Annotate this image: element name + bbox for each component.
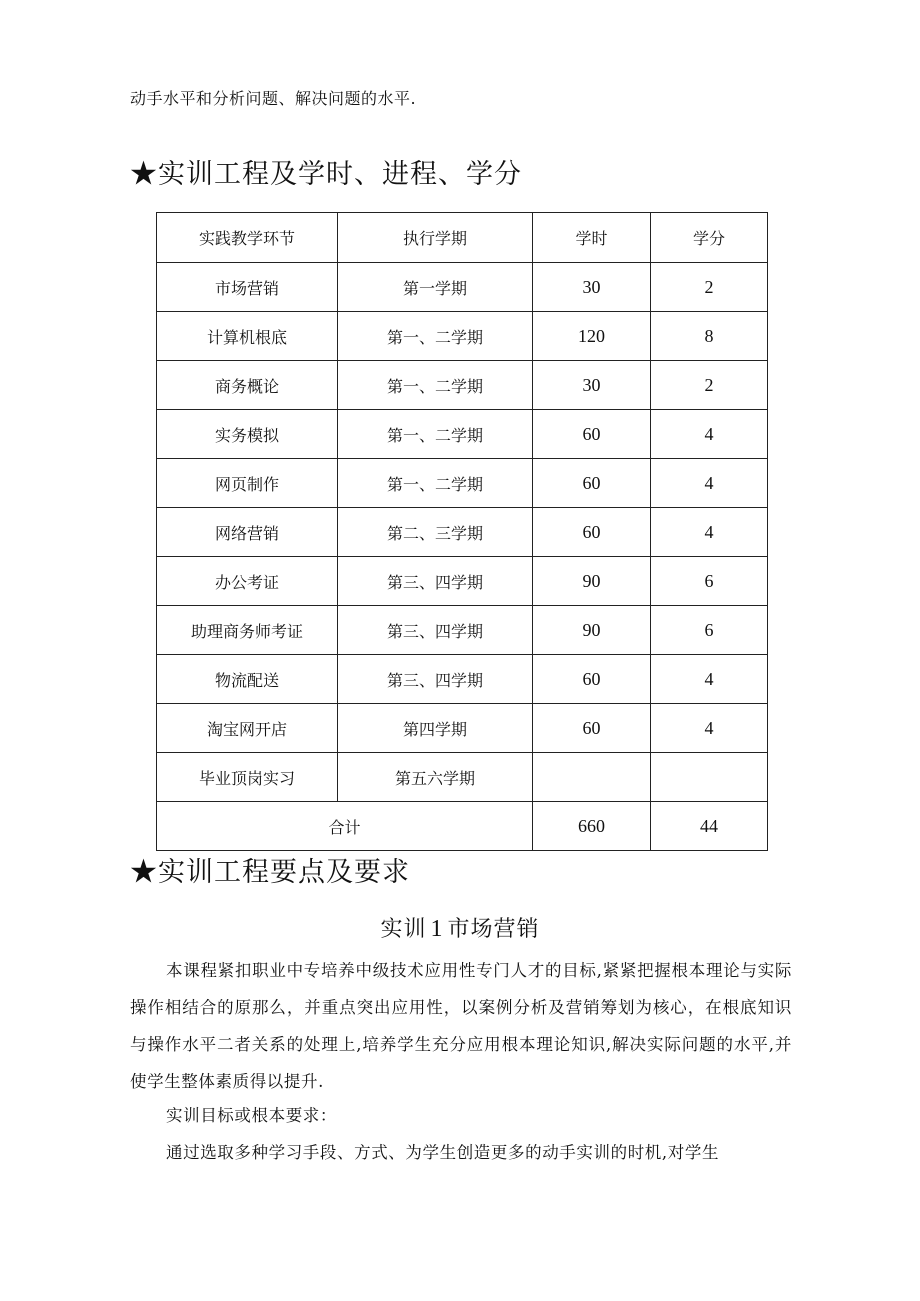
- cell-semester: 第三、四学期: [338, 557, 533, 606]
- cell-hours: 30: [533, 361, 651, 410]
- cell-hours: 60: [533, 410, 651, 459]
- cell-semester: 第二、三学期: [338, 508, 533, 557]
- cell-practice: 市场营销: [157, 263, 338, 312]
- total-credits: 44: [651, 802, 768, 851]
- table-row: [157, 459, 768, 508]
- training-method-paragraph: 通过选取多种学习手段、方式、为学生创造更多的动手实训的时机,对学生: [166, 1143, 720, 1162]
- cell-hours: 30: [533, 263, 651, 312]
- cell-semester: 第一、二学期: [338, 459, 533, 508]
- training-goals-label: 实训目标或根本要求：: [166, 1106, 337, 1125]
- cell-semester: 第五六学期: [338, 753, 533, 802]
- cell-semester: 第一学期: [338, 263, 533, 312]
- cell-semester: 第四学期: [338, 704, 533, 753]
- cell-hours: [533, 753, 651, 802]
- cell-hours: 60: [533, 655, 651, 704]
- cell-credits: 4: [651, 508, 768, 557]
- cell-credits: 8: [651, 312, 768, 361]
- cell-hours: 60: [533, 459, 651, 508]
- cell-practice: 商务概论: [157, 361, 338, 410]
- cell-credits: 2: [651, 361, 768, 410]
- cell-practice: 助理商务师考证: [157, 606, 338, 655]
- cell-credits: 4: [651, 410, 768, 459]
- cell-semester: 第三、四学期: [338, 606, 533, 655]
- cell-credits: 2: [651, 263, 768, 312]
- table-row: [157, 753, 768, 802]
- table-header-row: [157, 213, 768, 263]
- cell-hours: 60: [533, 508, 651, 557]
- table-row: [157, 410, 768, 459]
- subsection-title: [0, 912, 920, 943]
- cell-credits: 6: [651, 557, 768, 606]
- header-cell-hours: 学时: [533, 213, 651, 263]
- cell-credits: 4: [651, 655, 768, 704]
- cell-credits: 4: [651, 459, 768, 508]
- training-schedule-table: [156, 212, 768, 851]
- cell-credits: 4: [651, 704, 768, 753]
- cell-hours: 90: [533, 606, 651, 655]
- cell-practice: 实务模拟: [157, 410, 338, 459]
- cell-hours: 120: [533, 312, 651, 361]
- table-row: [157, 557, 768, 606]
- cell-hours: 90: [533, 557, 651, 606]
- cell-semester: 第一、二学期: [338, 410, 533, 459]
- cell-practice: 毕业顶岗实习: [157, 753, 338, 802]
- section-heading-schedule: ★实训工程及学时、进程、学分: [130, 159, 522, 190]
- subsection-title-number: 1: [430, 916, 444, 942]
- intro-line: 动手水平和分析问题、解决问题的水平.: [130, 89, 417, 108]
- cell-credits: 6: [651, 606, 768, 655]
- total-hours: 660: [533, 802, 651, 851]
- cell-practice: 网络营销: [157, 508, 338, 557]
- cell-practice: 物流配送: [157, 655, 338, 704]
- course-description-paragraph: 本课程紧扣职业中专培养中级技术应用性专门人才的目标,紧紧把握根本理论与实际操作相结合的原那么，并重点突出应用性，以案例分析及营销筹划为核心，在根底知识与操作水平二者关系的处理上,培养学生充分应用根本理论知识,解决实际问题的水平,并使学生整体素质得以提升.: [130, 961, 792, 1091]
- table-row: [157, 361, 768, 410]
- section-heading-requirements: ★实训工程要点及要求: [130, 857, 410, 888]
- cell-hours: 60: [533, 704, 651, 753]
- cell-semester: 第一、二学期: [338, 361, 533, 410]
- header-cell-credits: 学分: [651, 213, 768, 263]
- table-row: [157, 312, 768, 361]
- table-row: [157, 655, 768, 704]
- cell-semester: 第一、二学期: [338, 312, 533, 361]
- header-cell-semester: 执行学期: [338, 213, 533, 263]
- cell-semester: 第三、四学期: [338, 655, 533, 704]
- total-label: 合计: [157, 802, 533, 851]
- cell-practice: 淘宝网开店: [157, 704, 338, 753]
- cell-credits: [651, 753, 768, 802]
- cell-practice: 网页制作: [157, 459, 338, 508]
- subsection-title-prefix: 实训: [380, 917, 427, 942]
- cell-practice: 计算机根底: [157, 312, 338, 361]
- header-cell-practice: 实践教学环节: [157, 213, 338, 263]
- table-row: [157, 508, 768, 557]
- subsection-title-name: 市场营销: [447, 917, 540, 942]
- table-row: [157, 263, 768, 312]
- table-row: [157, 704, 768, 753]
- table-total-row: [157, 802, 768, 851]
- table-row: [157, 606, 768, 655]
- cell-practice: 办公考证: [157, 557, 338, 606]
